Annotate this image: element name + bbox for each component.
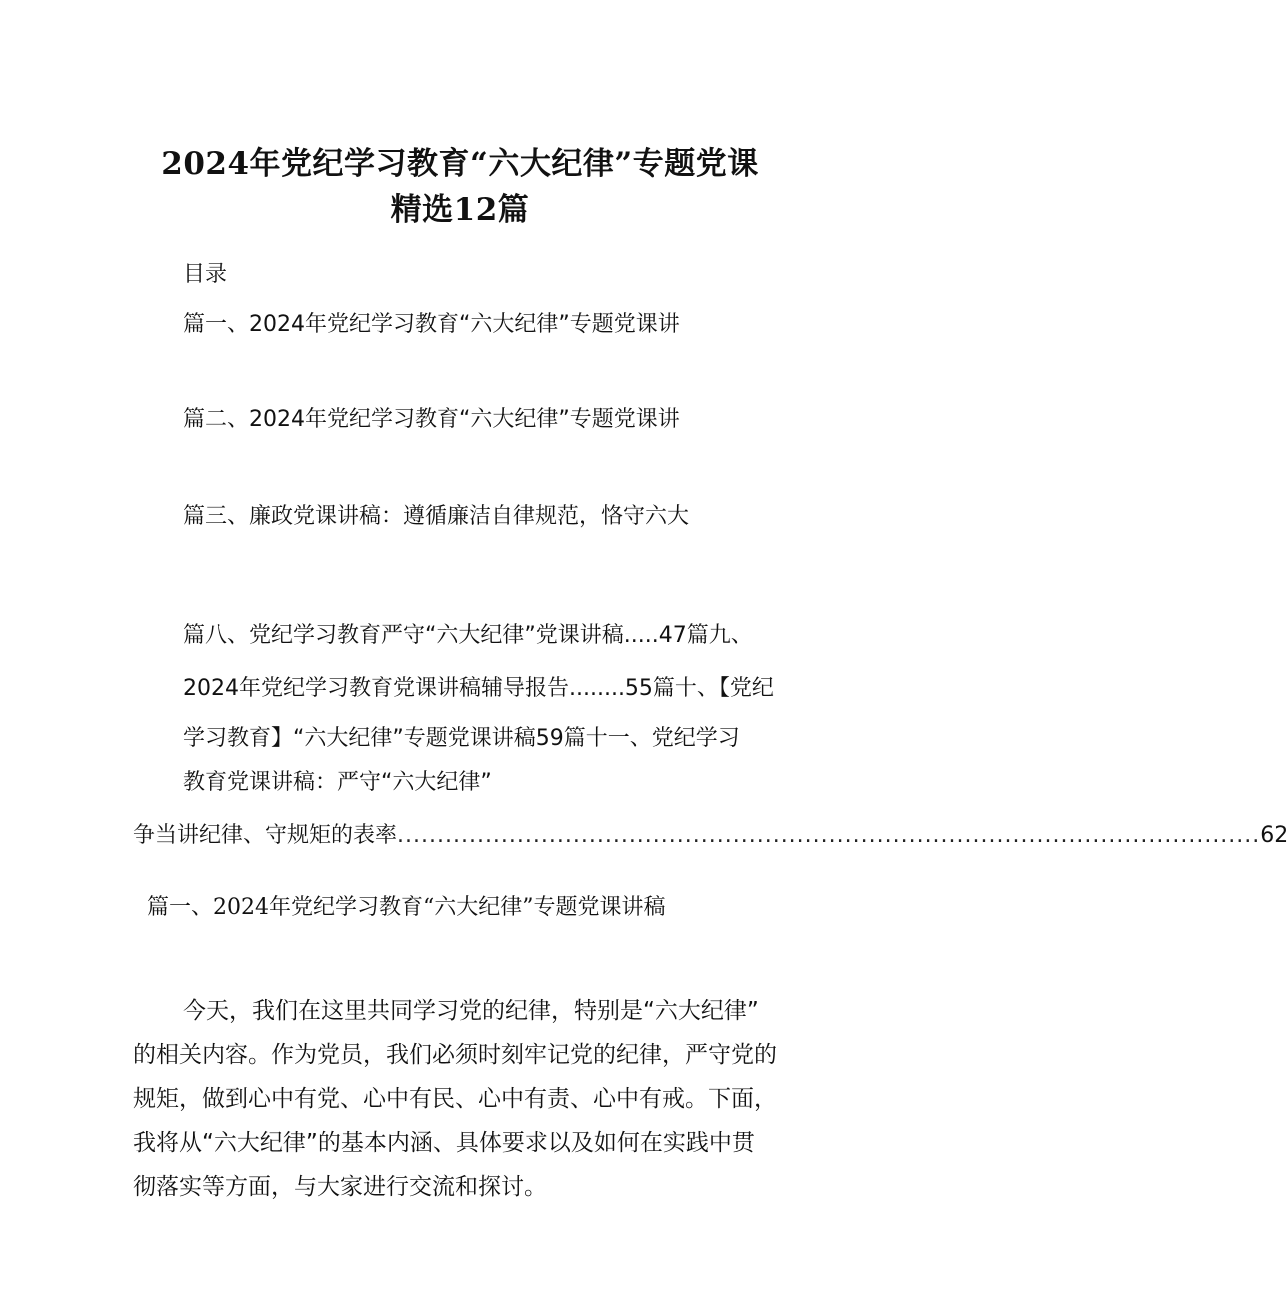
toc-heading: 目录 xyxy=(183,262,228,287)
toc-entry[interactable]: 篇二、2024年党纪学习教育“六大纪律”专题党课讲 xyxy=(183,407,680,432)
toc-entry-text: 争当讲纪律、守规矩的表率 xyxy=(133,823,398,848)
toc-entry[interactable]: 教育党课讲稿：严守“六大纪律” xyxy=(183,770,492,795)
paragraph-line: 今天，我们在这里共同学习党的纪律，特别是“六大纪律” xyxy=(183,998,759,1024)
paragraph-line: 彻落实等方面，与大家进行交流和探讨。 xyxy=(133,1174,547,1200)
paragraph-line: 规矩，做到心中有党、心中有民、心中有责、心中有戒。下面， xyxy=(133,1086,777,1112)
document-title: 2024年党纪学习教育“六大纪律”专题党课 xyxy=(161,146,759,182)
section-heading: 篇一、2024年党纪学习教育“六大纪律”专题党课讲稿 xyxy=(147,895,666,920)
toc-entry[interactable]: 学习教育】“六大纪律”专题党课讲稿59篇十一、党纪学习 xyxy=(183,726,740,751)
document-subtitle: 精选12篇 xyxy=(390,192,530,228)
toc-page-number: 62 xyxy=(1260,823,1288,848)
toc-entry[interactable]: 篇八、党纪学习教育严守“六大纪律”党课讲稿.....47篇九、 xyxy=(183,623,753,648)
toc-entry[interactable]: 篇一、2024年党纪学习教育“六大纪律”专题党课讲 xyxy=(183,312,680,337)
toc-entry-last[interactable] xyxy=(133,818,1288,848)
toc-leader-dots: ............................................................................................................ xyxy=(397,823,1261,848)
toc-entry[interactable]: 2024年党纪学习教育党课讲稿辅导报告........55篇十、【党纪 xyxy=(183,676,774,701)
paragraph-line: 我将从“六大纪律”的基本内涵、具体要求以及如何在实践中贯 xyxy=(133,1130,755,1156)
paragraph-line: 的相关内容。作为党员，我们必须时刻牢记党的纪律，严守党的 xyxy=(133,1042,777,1068)
toc-entry[interactable]: 篇三、廉政党课讲稿：遵循廉洁自律规范，恪守六大 xyxy=(183,504,690,529)
